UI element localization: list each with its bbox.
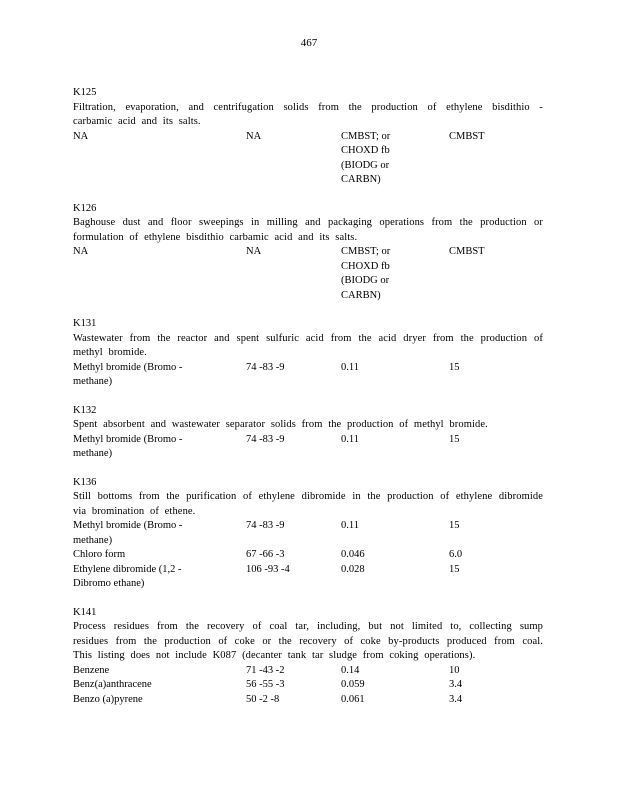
cas-number: 74 -83 -9: [246, 520, 285, 531]
nonwastewater-standard: 15: [449, 563, 460, 575]
constituent-name: Benzo (a)pyrene: [73, 693, 143, 705]
waste-entry: [73, 317, 543, 390]
waste-description: Filtration, evaporation, and centrifugation solids from the production of ethylene bisdithio - carbamic acid and its salts.: [73, 101, 543, 127]
constituent-row: [73, 563, 543, 592]
nonwastewater-standard: 15: [449, 361, 460, 373]
waste-description: Wastewater from the reactor and spent sulfuric acid from the acid dryer from the production of methyl bromide.: [73, 332, 543, 358]
wastewater-standard: 0.059: [341, 679, 365, 690]
wastewater-standard: 0.14: [341, 664, 360, 676]
constituent-name: Methyl bromide (Bromo - methane): [73, 520, 183, 546]
waste-code: K131: [73, 318, 97, 329]
cas-number: NA: [246, 130, 262, 142]
constituent-row: [73, 678, 543, 693]
constituent-name: Methyl bromide (Bromo - methane): [73, 361, 183, 387]
nonwastewater-standard: 15: [449, 433, 460, 445]
constituent-name: Chloro form: [73, 549, 126, 560]
wastewater-standard: 0.11: [341, 433, 359, 445]
constituent-row: [73, 130, 543, 188]
constituent-row: [73, 693, 543, 708]
constituent-name: Benz(a)anthracene: [73, 679, 152, 690]
constituent-name: NA: [73, 130, 89, 142]
waste-entry: [73, 404, 543, 462]
cas-number: 67 -66 -3: [246, 549, 285, 560]
cas-number: NA: [246, 246, 262, 257]
waste-code: K136: [73, 476, 97, 488]
constituent-row: [73, 245, 543, 303]
waste-entry: [73, 606, 543, 708]
constituent-row: [73, 433, 543, 462]
cas-number: 106 -93 -4: [246, 563, 290, 575]
waste-description: Process residues from the recovery of coal tar, including, but not limited to, collecting sump residues from the production of coke or the recovery of coke by-products produced from coal. This listing does not include K087 (decanter tank tar sludge from coking operations).: [73, 621, 543, 661]
waste-code: K141: [73, 606, 97, 618]
waste-entry: [73, 86, 543, 188]
cas-number: 50 -2 -8: [246, 693, 280, 705]
constituent-name: Benzene: [73, 664, 110, 676]
waste-description: Spent absorbent and wastewater separator solids from the production of methyl bromide.: [73, 419, 488, 430]
waste-entry: [73, 476, 543, 592]
constituent-name: Methyl bromide (Bromo - methane): [73, 433, 183, 459]
wastewater-standard: 0.11: [341, 520, 359, 531]
waste-code: K126: [73, 202, 97, 214]
wastewater-standard: 0.046: [341, 549, 365, 560]
cas-number: 74 -83 -9: [246, 361, 285, 373]
wastewater-standard: 0.028: [341, 563, 365, 575]
document-body: [73, 86, 543, 721]
page-number: 467: [300, 37, 318, 49]
constituent-row: [73, 548, 543, 563]
nonwastewater-standard: 6.0: [449, 549, 463, 560]
waste-description: Baghouse dust and floor sweepings in milling and packaging operations from the production or formulation of ethylene bisdithio carbamic acid and its salts.: [73, 217, 543, 243]
nonwastewater-standard: CMBST: [449, 130, 485, 142]
wastewater-standard: CMBST; or CHOXD fb (BIODG or CARBN): [341, 130, 391, 185]
constituent-row: [73, 361, 543, 390]
cas-number: 74 -83 -9: [246, 433, 285, 445]
cas-number: 56 -55 -3: [246, 679, 285, 690]
nonwastewater-standard: CMBST: [449, 246, 485, 257]
nonwastewater-standard: 3.4: [449, 679, 463, 690]
nonwastewater-standard: 3.4: [449, 693, 463, 705]
wastewater-standard: CMBST; or CHOXD fb (BIODG or CARBN): [341, 246, 391, 301]
constituent-row: [73, 664, 543, 679]
nonwastewater-standard: 15: [449, 520, 460, 531]
constituent-row: [73, 519, 543, 548]
waste-description: Still bottoms from the purification of ethylene dibromide in the production of ethylene dibromide via bromination of ethene.: [73, 491, 543, 517]
waste-code: K132: [73, 404, 97, 416]
cas-number: 71 -43 -2: [246, 664, 285, 676]
constituent-name: NA: [73, 246, 89, 257]
wastewater-standard: 0.061: [341, 693, 365, 705]
waste-code: K125: [73, 87, 97, 98]
nonwastewater-standard: 10: [449, 664, 460, 676]
constituent-name: Ethylene dibromide (1,2 - Dibromo ethane): [73, 563, 182, 589]
wastewater-standard: 0.11: [341, 361, 359, 373]
waste-entry: [73, 202, 543, 304]
